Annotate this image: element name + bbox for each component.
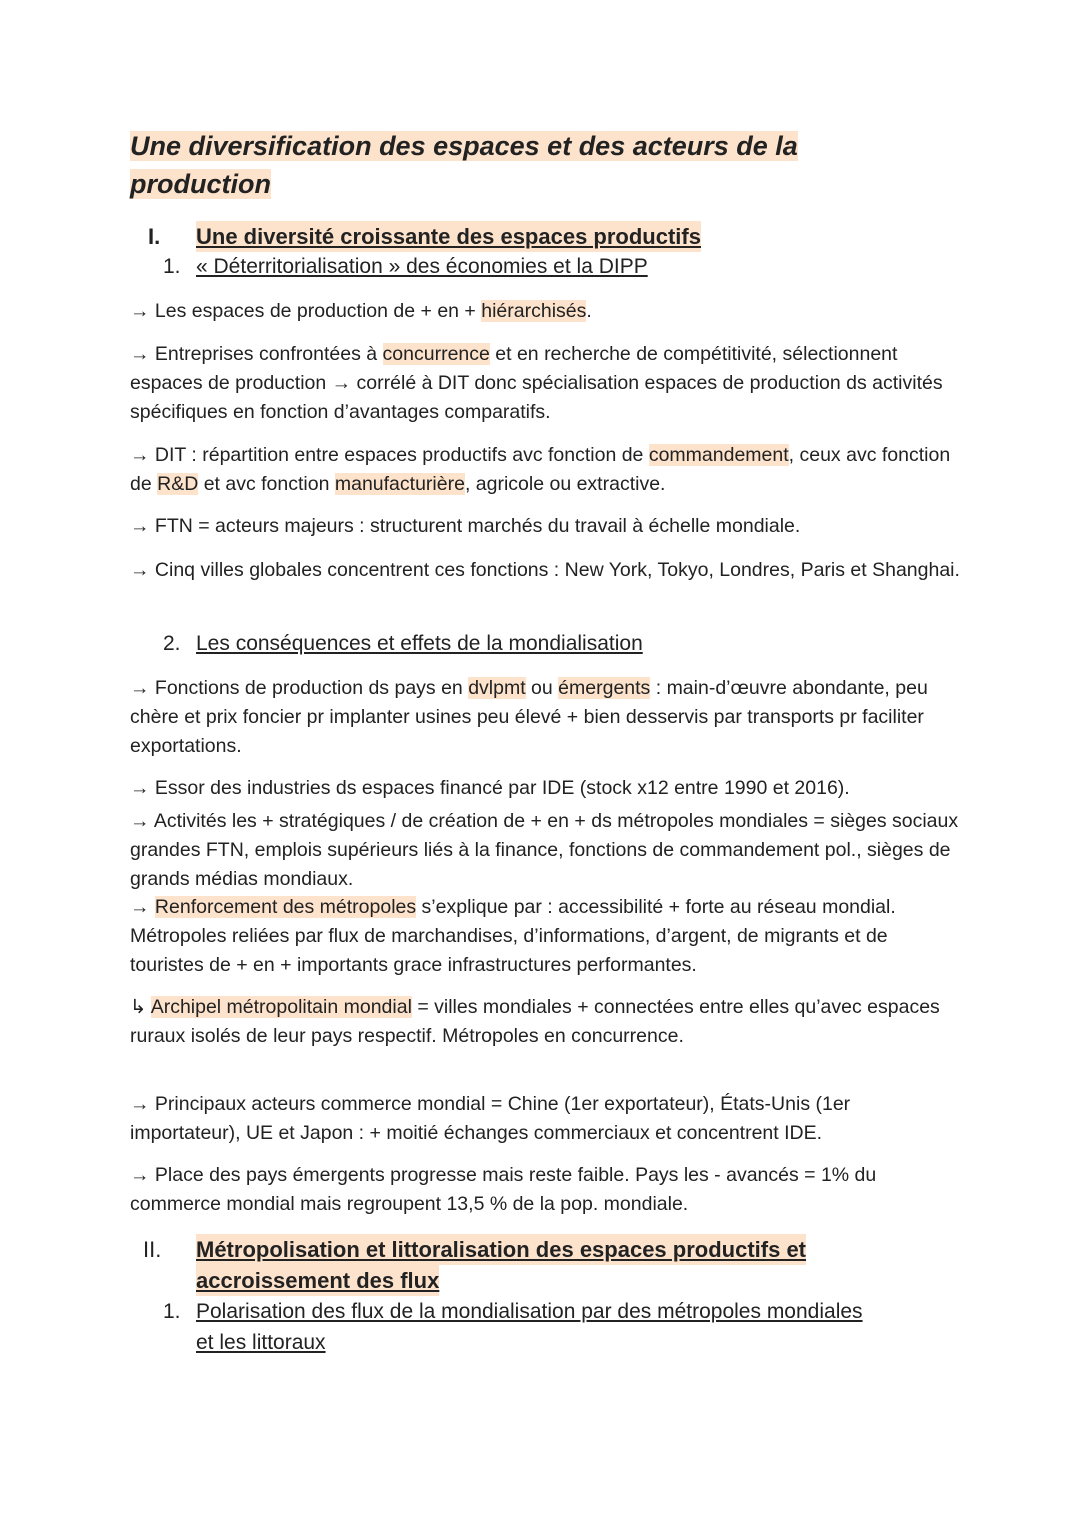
paragraph-6: → Fonctions de production ds pays en dvlpmt ou émergents : main-d’œuvre abondante, peu chère et prix foncier pr implanter usines peu élevé + bien desservis par transports pr faciliter exportations. [130, 677, 928, 757]
subsection-1-1-title: « Déterritorialisation » des économies et la DIPP [196, 255, 648, 278]
subsection-2-1-title-line-1: Polarisation des flux de la mondialisation par des métropoles mondiales [196, 1300, 863, 1323]
paragraph-10: ↳ Archipel métropolitain mondial = villes mondiales + connectées entre elles qu’avec espaces ruraux isolés de leur pays respectif. Métropoles en concurrence. [130, 996, 940, 1047]
paragraph-8: → Activités les + stratégiques / de création de + en + ds métropoles mondiales = sièges sociaux grandes FTN, emplois supérieurs liés à la finance, fonctions de commandement pol., sièges de grands médias mondiaux. [130, 810, 959, 890]
paragraph-1: → Les espaces de production de + en + hiérarchisés. [130, 300, 592, 322]
title-line-1: Une diversification des espaces et des acteurs de la [130, 131, 798, 161]
section-1-title: Une diversité croissante des espaces productifs [196, 221, 701, 252]
highlight-emergents: émergents [558, 677, 651, 699]
document-title [130, 127, 930, 203]
highlight-hierarchises: hiérarchisés [481, 300, 587, 322]
highlight-concurrence: concurrence [382, 343, 490, 365]
highlight-manufacturiere: manufacturière [334, 473, 465, 495]
highlight-commandement: commandement [648, 444, 789, 466]
highlight-rd: R&D [157, 473, 199, 495]
paragraph-11: → Principaux acteurs commerce mondial = Chine (1er exportateur), États-Unis (1er importateur), UE et Japon : + moitié échanges commerciaux et concentrent IDE. [130, 1093, 851, 1144]
subsection-2-1-number: 1. [163, 1300, 181, 1323]
highlight-archipel: Archipel métropolitain mondial [150, 996, 412, 1018]
paragraph-2: → Entreprises confrontées à concurrence et en recherche de compétitivité, sélectionnent espaces de production → corrélé à DIT donc spécialisation espaces de production ds activités spécifiques en fonction d’avantages comparatifs. [130, 343, 943, 423]
paragraph-3: → DIT : répartition entre espaces productifs avc fonction de commandement, ceux avc fonction de R&D et avc fonction manufacturière, agricole ou extractive. [130, 444, 951, 495]
subsection-1-2-number: 2. [163, 632, 181, 655]
paragraph-12: → Place des pays émergents progresse mais reste faible. Pays les - avancés = 1% du commerce mondial mais regroupent 13,5 % de la pop. mondiale. [130, 1164, 877, 1215]
subsection-1-2-heading [163, 628, 963, 659]
section-1-number: I. [148, 224, 161, 249]
paragraph-4: → FTN = acteurs majeurs : structurent marchés du travail à échelle mondiale. [130, 515, 801, 537]
highlight-dvlpmt: dvlpmt [468, 677, 526, 699]
paragraph-7: → Essor des industries ds espaces financé par IDE (stock x12 entre 1990 et 2016). [130, 777, 850, 799]
highlight-renforcement-metropoles: Renforcement des métropoles [154, 896, 417, 918]
paragraph-9: → Renforcement des métropoles s’explique par : accessibilité + forte au réseau mondial. Métropoles reliées par flux de marchandises, d’informations, d’argent, de migrants et de touristes de + en + importants grace infrastructures performantes. [130, 896, 896, 976]
subsection-1-1-number: 1. [163, 255, 181, 278]
section-2-title-line-1: Métropolisation et littoralisation des espaces productifs et [196, 1234, 806, 1265]
section-2-heading [143, 1234, 963, 1296]
section-1-heading [148, 221, 968, 252]
paragraph-5: → Cinq villes globales concentrent ces fonctions : New York, Tokyo, Londres, Paris et Shanghai. [130, 559, 960, 581]
subsection-2-1-heading [163, 1296, 963, 1358]
subsection-1-2-title: Les conséquences et effets de la mondialisation [196, 632, 643, 655]
subsection-1-1-heading [163, 251, 963, 282]
subsection-2-1-title-line-2: et les littoraux [196, 1331, 326, 1354]
section-2-title-line-2: accroissement des flux [196, 1265, 439, 1296]
title-line-2: production [130, 169, 271, 199]
section-2-number: II. [143, 1237, 162, 1262]
